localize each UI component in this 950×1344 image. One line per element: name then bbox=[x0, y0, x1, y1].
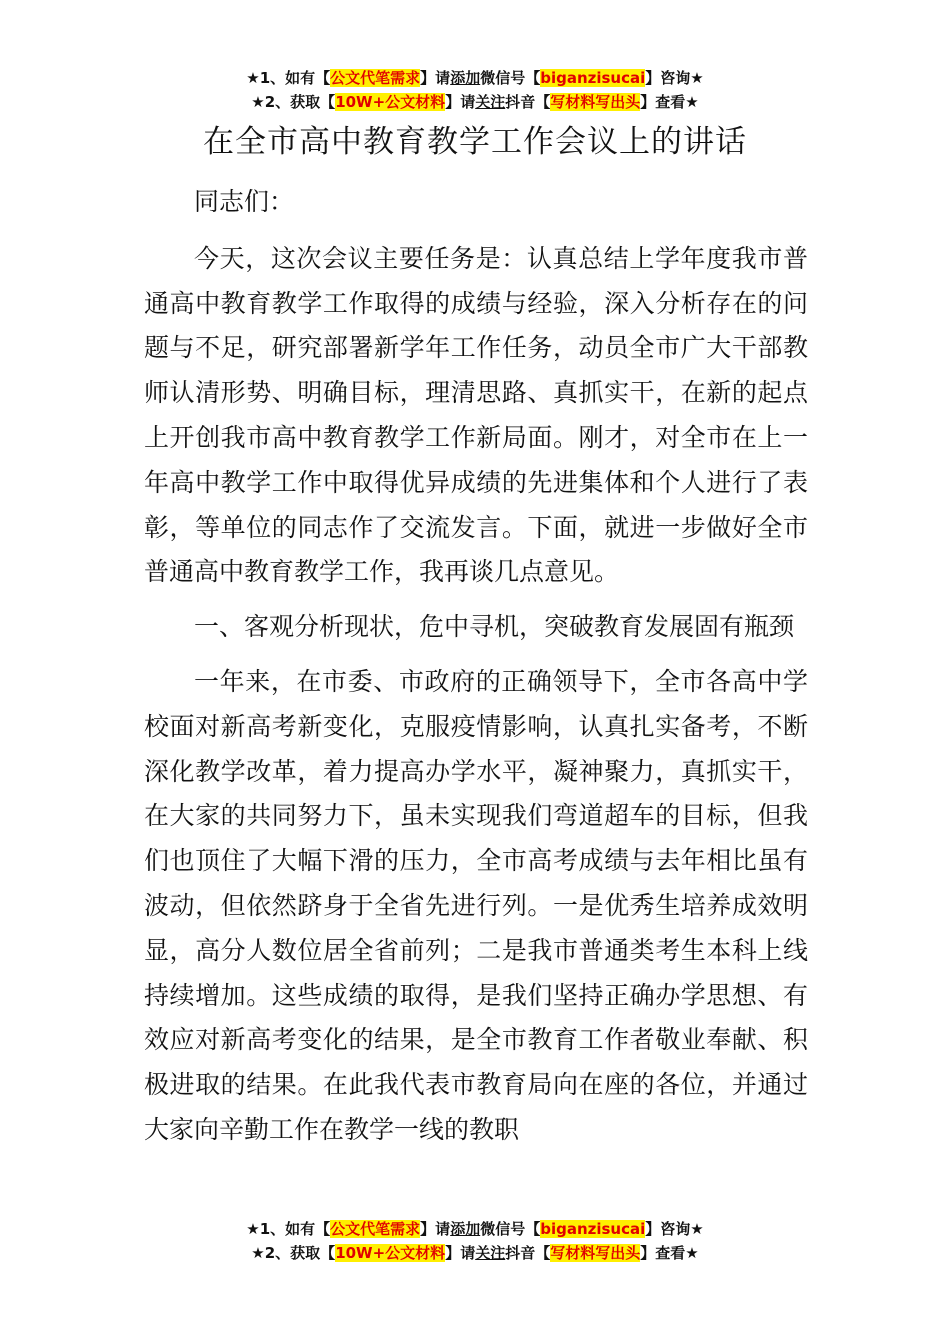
banner-text: 抖音【 bbox=[505, 93, 551, 111]
bottom-banner bbox=[0, 1217, 950, 1265]
banner-line-1 bbox=[0, 66, 950, 90]
top-banner bbox=[0, 66, 950, 114]
banner-text: ★1、如有【 bbox=[246, 1220, 331, 1238]
banner-text: 】请 bbox=[420, 69, 451, 87]
banner-highlight: 写材料写出头 bbox=[550, 93, 641, 111]
banner-text: 微信号【 bbox=[480, 69, 541, 87]
banner-line-2 bbox=[0, 90, 950, 114]
banner-text: 】查看★ bbox=[640, 1244, 699, 1262]
banner-text: 】咨询★ bbox=[645, 69, 704, 87]
document-title: 在全市高中教育教学工作会议上的讲话 bbox=[203, 124, 747, 160]
banner-text: 】咨询★ bbox=[645, 1220, 704, 1238]
banner-line-1 bbox=[0, 1217, 950, 1241]
banner-text: 】查看★ bbox=[640, 93, 699, 111]
banner-underlined: 关注 bbox=[475, 1244, 506, 1262]
banner-highlight: biganzisucai bbox=[540, 1220, 646, 1238]
banner-text: ★2、获取【 bbox=[251, 93, 336, 111]
banner-underlined: 添加 bbox=[450, 1220, 481, 1238]
section-heading: 一、客观分析现状，危中寻机，突破教育发展固有瓶颈 bbox=[194, 612, 795, 642]
banner-highlight: 10W+公文材料 bbox=[335, 1244, 446, 1262]
banner-highlight: 写材料写出头 bbox=[550, 1244, 641, 1262]
body-paragraph: 一年来，在市委、市政府的正确领导下，全市各高中学校面对新高考新变化，克服疫情影响，认真扎实备考，不断深化教学改革，着力提高办学水平，凝神聚力，真抓实干，在大家的共同努力下，虽未实现我们弯道超车的目标，但我们也顶住了大幅下滑的压力，全市高考成绩与去年相比虽有波动，但依然跻身于全省先进行列。一是优秀生培养成效明显，高分人数位居全省前列；二是我市普通类考生本科上线持续增加。这些成绩的取得，是我们坚持正确办学思想、有效应对新高考变化的结果，是全市教育工作者敬业奉献、积极进取的结果。在此我代表市教育局向在座的各位，并通过大家向辛勤工作在教学一线的教职 bbox=[144, 666, 808, 1144]
banner-underlined: 关注 bbox=[475, 93, 506, 111]
banner-text: 微信号【 bbox=[480, 1220, 541, 1238]
banner-highlight: biganzisucai bbox=[540, 69, 646, 87]
banner-highlight: 公文代笔需求 bbox=[330, 1220, 421, 1238]
banner-highlight: 公文代笔需求 bbox=[330, 69, 421, 87]
banner-text: ★1、如有【 bbox=[246, 69, 331, 87]
document-body bbox=[144, 180, 808, 1163]
banner-text: 抖音【 bbox=[505, 1244, 551, 1262]
banner-line-2 bbox=[0, 1241, 950, 1265]
banner-text: 】请 bbox=[445, 1244, 476, 1262]
banner-underlined: 添加 bbox=[450, 69, 481, 87]
banner-highlight: 10W+公文材料 bbox=[335, 93, 446, 111]
banner-text: 】请 bbox=[420, 1220, 451, 1238]
salutation: 同志们： bbox=[194, 187, 295, 216]
body-paragraph: 今天，这次会议主要任务是：认真总结上学年度我市普通高中教育教学工作取得的成绩与经验，深入分析存在的问题与不足，研究部署新学年工作任务，动员全市广大干部教师认清形势、明确目标，理清思路、真抓实干，在新的起点上开创我市高中教育教学工作新局面。刚才，对全市在上一年高中教学工作中取得优异成绩的先进集体和个人进行了表彰，等单位的同志作了交流发言。下面，就进一步做好全市普通高中教育教学工作，我再谈几点意见。 bbox=[144, 243, 808, 587]
banner-text: 】请 bbox=[445, 93, 476, 111]
banner-text: ★2、获取【 bbox=[251, 1244, 336, 1262]
